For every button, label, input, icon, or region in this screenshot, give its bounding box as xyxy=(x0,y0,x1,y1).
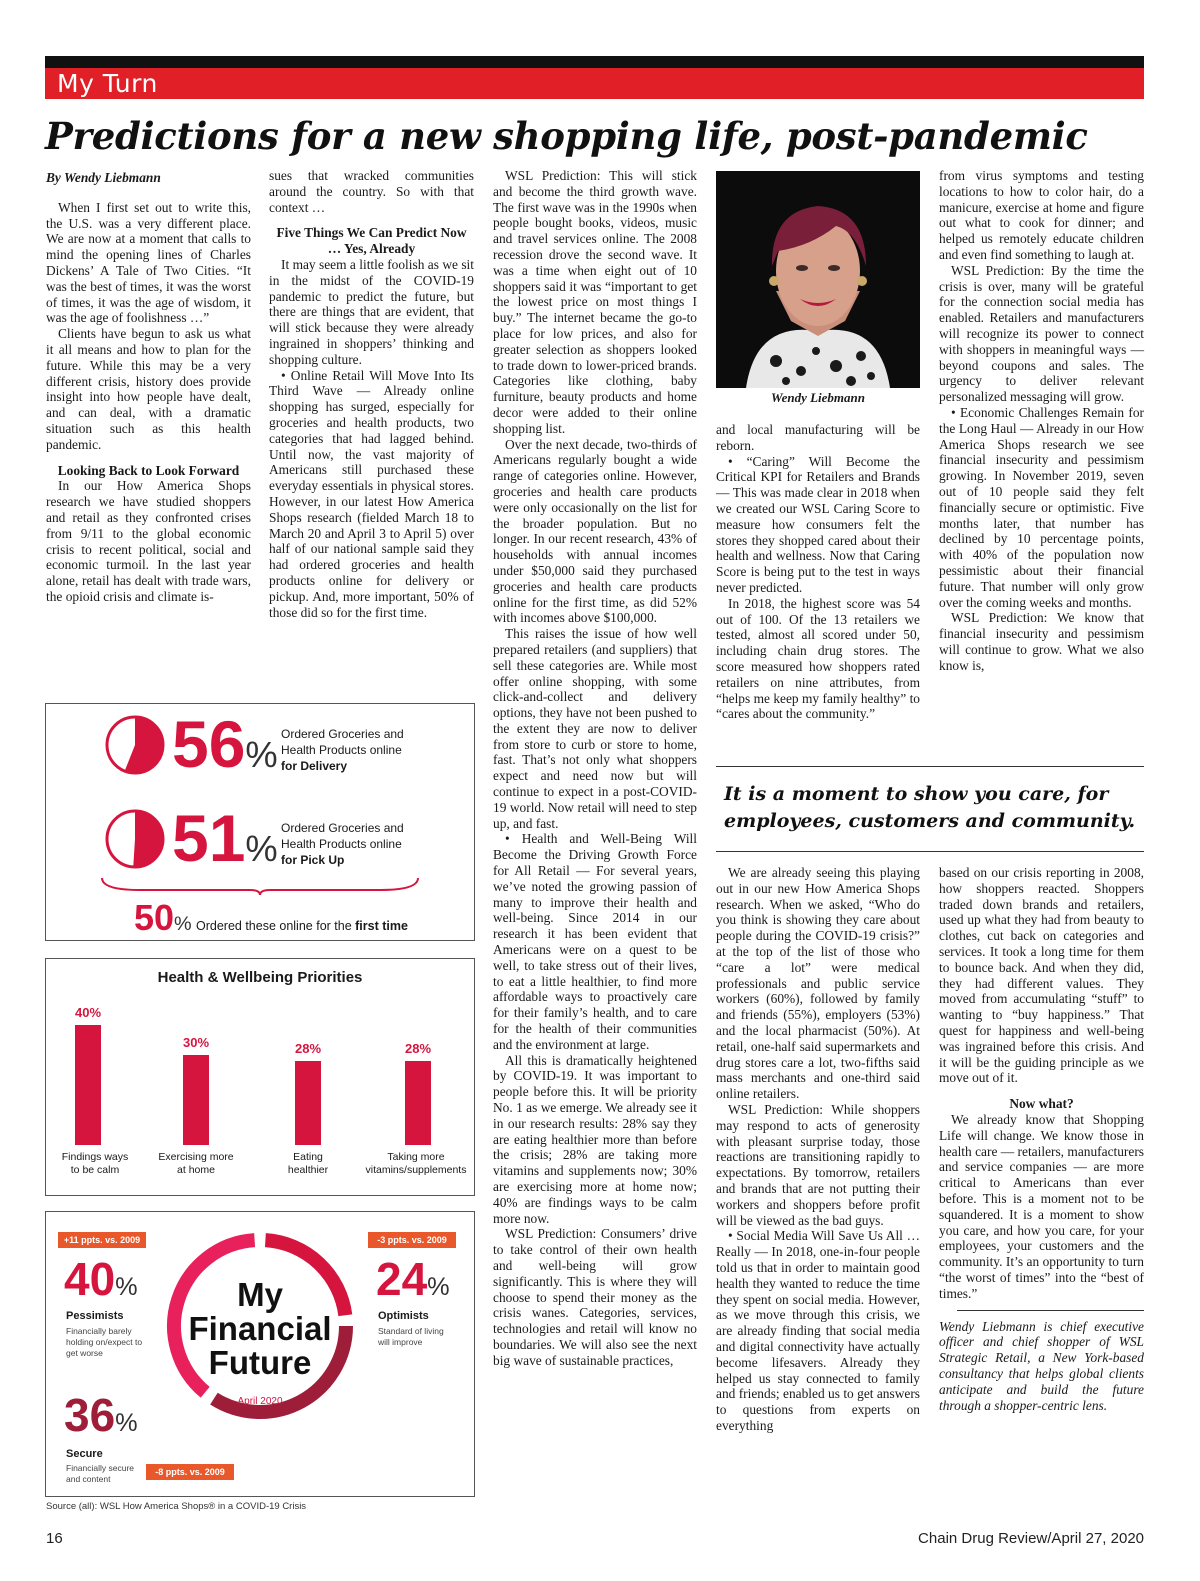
delivery-pct: % xyxy=(245,734,278,775)
optimists-pct: % xyxy=(427,1273,450,1301)
first-time-label xyxy=(196,918,408,934)
header-black-bar xyxy=(45,56,1144,68)
subhead: Now what? xyxy=(1009,1096,1074,1112)
optimists-stat xyxy=(376,1252,450,1314)
pull-quote-text: It is a moment to show you care, for employees, customers and community. xyxy=(724,783,1136,832)
pessimists-value: 40 xyxy=(64,1253,116,1305)
paragraph: WSL Prediction: This will stick and become the third growth wave. The first wave was in the 1990s when people bought books, videos, music and travel services online. The 2008 recession drove the second wave. It was a time when eight out of 10 shoppers said it was “important to get the lowest price on most things I buy.” The internet became the go-to place for low prices, and also for greater selection as shoppers looked to trade down to lower-priced brands. Categories like clothing, baby furniture, beauty products and home decor were added to their online shopping list. xyxy=(493,168,697,436)
pessimists-badge: +11 ppts. vs. 2009 xyxy=(58,1232,146,1248)
paragraph: WSL Prediction: Consumers’ drive to take control of their own health and well-being will grow significantly. This is where they will choose to spend their money as the crisis wanes. Categories, services, technologies and retail will know no boundaries. We will also see the next big wave of sustainable practices, xyxy=(493,1226,697,1368)
byline: By Wendy Liebmann xyxy=(46,170,161,185)
delivery-pie-icon xyxy=(104,714,166,776)
pessimists-desc xyxy=(66,1326,142,1359)
secure-pct: % xyxy=(115,1409,138,1437)
paragraph: WSL Prediction: By the time the crisis is over, many will be grateful for the connection social media has enabled. Retailers and manufacturers will recognize its power to connect with shoppers in meaningful ways — beyond coupons and sales. The urgency to deliver relevant personalized messaging will grow. xyxy=(939,262,1144,405)
pickup-label-line: Health Products online xyxy=(281,837,402,851)
pickup-pie-icon xyxy=(104,808,166,870)
pessimists-desc-line: holding on/expect to xyxy=(66,1337,143,1347)
paragraph: It may seem a little foolish as we sit in the midst of the COVID-19 pandemic to predict the future, but there are things that are evident, that will stick because they were already ingrained in shoppers’ thinking and shopping culture. xyxy=(269,256,474,367)
financial-title-line: Financial xyxy=(188,1310,332,1347)
paragraph: Clients have begun to ask us what it all means and how to plan for the future. While this may be a very different crisis, history does provide insight into how people have dealt, and can deal, with a dramatic situation such as this health pandemic. xyxy=(46,326,251,452)
article-column-4-top xyxy=(716,422,920,722)
bar-category-label xyxy=(268,1151,348,1177)
bar-category-line: to be calm xyxy=(70,1164,120,1176)
pull-quote xyxy=(716,766,1144,852)
delivery-value: 56 xyxy=(172,707,246,781)
optimists-desc-line: will improve xyxy=(378,1337,423,1347)
paragraph: In 2018, the highest score was 54 out of 100. Of the 13 retailers we tested, almost all scored under 50, including chain drug stores. The score measured how shoppers rated retailers on nine attributes, from “helps me keep my family healthy” to “cares about the community.” xyxy=(716,595,920,722)
column-text xyxy=(46,200,251,605)
bar-category-line: Exercising more xyxy=(158,1151,234,1163)
brace-divider xyxy=(100,876,420,896)
secure-desc xyxy=(66,1463,134,1485)
bar-category-line: Eating xyxy=(293,1151,323,1163)
optimists-badge: -3 ppts. vs. 2009 xyxy=(368,1232,456,1248)
pessimists-stat xyxy=(64,1252,138,1314)
paragraph: WSL Prediction: While shoppers may respond to acts of generosity with pleasant surprise today, those reactions are transitioning rapidly to expectations. By tomorrow, retailers and brands that are not putting their workers and shoppers before profit will be viewed as the bad guys. xyxy=(716,1101,920,1228)
pickup-label-line: Ordered Groceries and xyxy=(281,821,404,835)
bar-category-line: vitamins/supplements xyxy=(365,1164,467,1176)
pickup-pct: % xyxy=(245,828,278,869)
bar-category-line: Findings ways xyxy=(61,1151,129,1163)
bar-value-label: 28% xyxy=(294,1041,322,1056)
paragraph: and local manufacturing will be reborn. xyxy=(716,422,920,453)
chart-title: Health & Wellbeing Priorities xyxy=(157,969,363,986)
financial-title-line: Future xyxy=(208,1344,312,1381)
paragraph: sues that wracked communities around the country. So with that context … xyxy=(269,168,474,215)
bar-value-label: 28% xyxy=(404,1041,432,1056)
page-number: 16 xyxy=(46,1530,63,1547)
paragraph: This raises the issue of how well prepared retailers (and suppliers) that sell these categories are. While most offer online shopping, with some click-and-collect and delivery options, they have not been pushed to the extent they are now to deliver from store to curb or store to home, fast. That’s not only what shoppers expect and need now but will continue to expect in a post-COVID-19 world. Now retail will need to step up, and fast. xyxy=(493,626,697,831)
first-time-label-bold: first time xyxy=(355,919,408,933)
source-note: Source (all): WSL How America Shops® in a COVID-19 Crisis xyxy=(46,1501,307,1512)
optimists-value: 24 xyxy=(376,1253,428,1305)
bar-category-label xyxy=(358,1151,474,1177)
pessimists-label: Pessimists xyxy=(66,1310,124,1322)
delivery-stat xyxy=(172,706,278,793)
paragraph: • Health and Well-Being Will Become the Driving Growth Force for All Retail — For several years, we’ve noted the growing passion of many to improve their health and well-being. Since 2014 in our research it has been evident that Americans were on a quest to be well, to take stress out of their lives, to eat a little healthier, to find more affordable ways to proactively care for their family’s health, and to care for the health of their communities and the environment at large. xyxy=(493,831,697,1052)
delivery-label-line: Ordered Groceries and xyxy=(281,727,404,741)
bar xyxy=(183,1055,209,1145)
pessimists-desc-line: Financially barely xyxy=(66,1326,132,1336)
bar-category-label xyxy=(146,1151,246,1177)
article-column-4-bottom xyxy=(716,865,920,1434)
bar-category-line: at home xyxy=(177,1164,215,1176)
pessimists-desc-line: get worse xyxy=(66,1348,103,1358)
secure-desc-line: and content xyxy=(66,1474,111,1484)
section-label: My Turn xyxy=(57,69,158,98)
pickup-value: 51 xyxy=(172,801,246,875)
publication-footer: Chain Drug Review/April 27, 2020 xyxy=(918,1530,1144,1547)
bar-category-line: healthier xyxy=(287,1164,329,1176)
first-time-pct: % xyxy=(174,913,192,935)
author-bio: Wendy Liebmann is chief executive officer and chief shopper of WSL Strategic Retail, a New York-based consultancy that helps global clients anticipate and build the future through a shopper-centric lens. xyxy=(939,1318,1144,1413)
bio-divider xyxy=(957,1310,1144,1311)
paragraph: All this is dramatically heightened by COVID-19. It was important to people before this. It will be priority No. 1 as we emerge. We already see it in our research results: 28% say they are eating healthier more than before the crisis; 28% are taking more vitamins and supplements now; 30% are exercising more at home now; 40% are findings ways to be calm more now. xyxy=(493,1052,697,1226)
bar xyxy=(295,1061,321,1145)
delivery-label xyxy=(281,726,404,774)
financial-title-line: My xyxy=(237,1276,283,1313)
photo-caption: Wendy Liebmann xyxy=(770,390,865,405)
first-time-stat xyxy=(134,898,192,944)
financial-date: April 2020 xyxy=(237,1396,283,1407)
pickup-label xyxy=(281,820,404,868)
financial-future-infographic xyxy=(45,1211,475,1497)
paragraph: WSL Prediction: We know that financial insecurity and pessimism will continue to grow. What we also know is, xyxy=(939,610,1144,673)
paragraph: Over the next decade, two-thirds of Americans regularly bought a wide range of categories online. However, groceries and health care products were only occasionally on the list for the broader population. But no longer. In our recent research, 43% of households with annual incomes under $50,000 said they purchased groceries and health care products online for the first time, as did 52% with incomes above $100,000. xyxy=(493,436,697,626)
article-column-1 xyxy=(46,170,251,605)
paragraph: In our How America Shops research we have studied shoppers and retail as they confronted crises from 9/11 to the global economic crisis to recent political, social and economic turmoil. In the last year alone, retail has dealt with trade wars, the opioid crisis and climate is- xyxy=(46,478,251,604)
secure-badge: -8 ppts. vs. 2009 xyxy=(146,1464,234,1480)
bar-category-label xyxy=(50,1151,140,1177)
health-priorities-chart xyxy=(45,958,475,1196)
secure-desc-line: Financially secure xyxy=(66,1463,135,1473)
article-column-5-top xyxy=(939,168,1144,674)
pickup-label-line: for Pick Up xyxy=(281,853,345,867)
paragraph: • Economic Challenges Remain for the Long Haul — Already in our How America Shops research we see financial insecurity and pessimism growing. In November 2019, seven out of 10 people said they felt financially secure or optimistic. Five months later, that number has declined by 10 percentage points, with 40% of the population now pessimistic about their financial future. That number will only grow over the coming weeks and months. xyxy=(939,404,1144,610)
article-column-5-bottom xyxy=(939,865,1144,1413)
subhead: Five Things We Can Predict Now … Yes, Already xyxy=(276,225,467,257)
paragraph: • Online Retail Will Move Into Its Third Wave — Already online shopping has surged, especially for groceries and health products, two categories that had lagged behind. Until now, the vast majority of Americans still purchased these everyday essentials in physical stores. However, in our latest How America Shops research (fielded March 18 to March 20 and April 3 to April 5) over half of our national sample said they had ordered groceries and health products online for delivery or pickup. And, more important, 50% of those did so for the first time. xyxy=(269,367,474,620)
bar xyxy=(405,1061,431,1145)
pessimists-pct: % xyxy=(115,1273,138,1301)
bar-category-line: Taking more xyxy=(387,1151,445,1163)
bar xyxy=(75,1025,101,1145)
secure-label: Secure xyxy=(66,1448,103,1460)
financial-title xyxy=(160,1278,360,1380)
secure-stat xyxy=(64,1388,138,1450)
author-photo xyxy=(716,171,920,388)
pickup-stat xyxy=(172,800,278,887)
paragraph: • “Caring” Will Become the Critical KPI for Retailers and Brands — This was made clear in 2018 when we created our WSL Caring Score to measure how consumers felt the stores they shopped cared about their health and wellness. Now that Caring Score is being put to the test in ways never predicted. xyxy=(716,453,920,595)
secure-value: 36 xyxy=(64,1389,116,1441)
paragraph: When I first set out to write this, the U.S. was a very different place. We are now at a moment that calls to mind the opening lines of Charles Dickens’ A Tale of Two Cities. “It was the best of times, it was the worst of times, it was the age of wisdom, it was the age of foolishness …” xyxy=(46,199,251,326)
first-time-label-text: Ordered these online for the xyxy=(196,919,356,933)
bar-value-label: 30% xyxy=(182,1035,210,1050)
article-column-2 xyxy=(269,168,474,620)
paragraph: We already know that Shopping Life will change. We know those in health care — retailers, manufacturers and service companies — are more critical to Americans than ever before. This is a moment not to be squandered. It is a moment to show you care, and how you care, for your employees, your customers and the community. It’s an opportunity to turn “the worst of times” into the “best of times.” xyxy=(939,1111,1144,1301)
optimists-desc xyxy=(378,1326,444,1348)
article-column-3 xyxy=(493,168,697,1369)
section-banner xyxy=(45,68,1144,99)
paragraph: based on our crisis reporting in 2008, how shoppers reacted. Shoppers traded down brands and retailers, used up what they had from beauty to clothes, cut back on categories and services. It took a long time for them to bounce back. And when they did, they had different values. They moved from accumulating “stuff” to wanting to “buy happiness.” That quest for happiness and well-being was ingrained before this crisis. And it will be the guiding principle as we move out of it. xyxy=(939,865,1144,1086)
optimists-desc-line: Standard of living xyxy=(378,1326,444,1336)
optimists-label: Optimists xyxy=(378,1310,429,1322)
paragraph: • Social Media Will Save Us All … Really — In 2018, one-in-four people told us that in order to maintain good health they wanted to reduce the time they spent on social media. However, as we move through this crisis, we are already finding that social media and digital connectivity have actually become lifesavers. Already they helped us stay connected to family and friends; enabled us to get answers to questions from experts on everything xyxy=(716,1228,920,1433)
paragraph: We are already seeing this playing out in our new How America Shops research. When we asked, “Who do you think is showing they care about people during the COVID-19 crisis?” at the top of the list of those who “care a lot” were medical professionals and public service workers (60%), followed by family and friends (55%), employers (53%) and the local pharmacist (50%). At retail, one-half said supermarkets and drug stores care a lot, two-fifths said mass merchants and one-third said online retailers. xyxy=(716,865,920,1102)
first-time-value: 50 xyxy=(134,897,175,938)
headline: Predictions for a new shopping life, post-pandemic xyxy=(45,114,1088,158)
online-orders-infographic xyxy=(45,703,475,941)
paragraph: from virus symptoms and testing locations to how to color hair, do a manicure, exercise at home and figure out what to cook for dinner; and helped us remotely educate children and even find something to laugh at. xyxy=(939,168,1144,262)
bar-value-label: 40% xyxy=(74,1005,102,1020)
subhead: Looking Back to Look Forward xyxy=(57,462,240,478)
delivery-label-line: for Delivery xyxy=(281,759,348,773)
delivery-label-line: Health Products online xyxy=(281,743,402,757)
